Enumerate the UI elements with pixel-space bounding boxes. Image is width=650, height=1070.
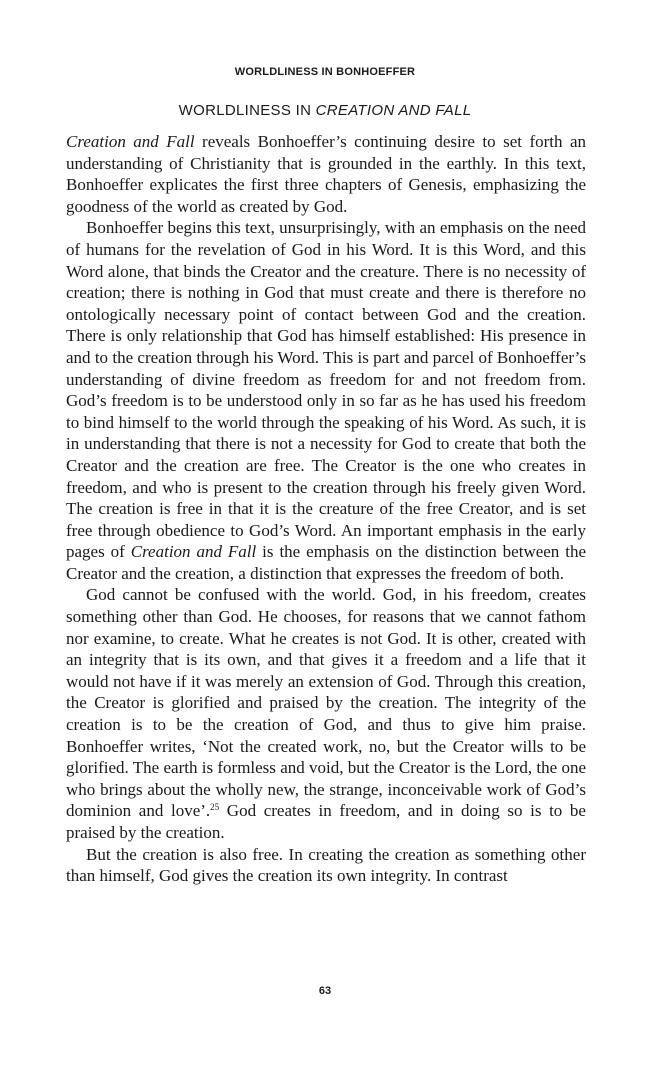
book-title-italic: Creation and Fall	[66, 132, 195, 151]
body-text	[66, 131, 586, 887]
paragraph-text: is the emphasis on the distinction between the Creator and the creation, a distinction that expresses the freedom of both.	[66, 542, 587, 583]
running-head: WORLDLINESS IN BONHOEFFER	[234, 66, 416, 78]
footnote-marker[interactable]: 25	[210, 802, 220, 813]
page-number: 63	[318, 985, 332, 997]
paragraph-3	[66, 584, 586, 843]
book-title-italic: Creation and Fall	[130, 542, 257, 562]
paragraph-text: Bonhoeffer begins this text, unsurprisingly, with an emphasis on the need of humans for the revelation of God in his Word. It is this Word, and this Word alone, that binds the Creator and the creature. There is no necessity of creation; there is nothing in God that must create and there is therefore no ontologically necessary point of contact between God and the creation. There is only relationship that God has himself established: His presence in and to the creation through his Word. This is part and parcel of Bonhoeffer’s understanding of divine freedom as freedom for and not freedom from. God’s freedom is to be understood only in so far as he has used his freedom to bind himself to the world through the speaking of his Word. As such, it is in understanding that there is not a necessity for God to create that both the Creator and the creation are free. The Creator is the one who creates in freedom, and who is present to the creation through his freely given Word. The creation is free in that it is the creature of the free Creator, and is set free through obedience to God’s Word. An important emphasis in the early pages of	[66, 218, 586, 562]
section-heading-prefix: WORLDLINESS IN	[178, 102, 316, 119]
paragraph-text: But the creation is also free. In creating the creation as something other than himself, God gives the creation its own integrity. In contrast	[66, 844, 586, 886]
paragraph-2	[66, 217, 586, 584]
paragraph-text: reveals Bonhoeffer’s continuing desire to set forth an understanding of Christianity that is grounded in the earthly. In this text, Bonhoeffer explicates the first three chapters of Genesis, emphasizing the goodness of the world as created by God.	[66, 132, 586, 216]
paragraph-1	[66, 131, 586, 217]
section-heading	[0, 102, 650, 119]
paragraph-text: God creates in freedom, and in doing so is to be praised by the creation.	[66, 801, 586, 842]
section-heading-title: CREATION AND FALL	[315, 102, 472, 119]
paragraph-text: God cannot be confused with the world. God, in his freedom, creates something other than God. He chooses, for reasons that we cannot fathom nor examine, to create. What he creates is not God. It is other, created with an integrity that is its own, and that gives it a freedom and a life that it would not have if it was merely an extension of God. Through this creation, the Creator is glorified and praised by the creation. The integrity of the creation is to be the creation of God, and thus to give him praise. Bonhoeffer writes, ‘Not the created work, no, but the Creator wills to be glorified. The earth is formless and void, but the Creator is the Lord, the one who brings about the wholly new, the strange, inconceivable work of God’s dominion and love’.	[66, 585, 586, 821]
paragraph-4	[66, 844, 586, 887]
